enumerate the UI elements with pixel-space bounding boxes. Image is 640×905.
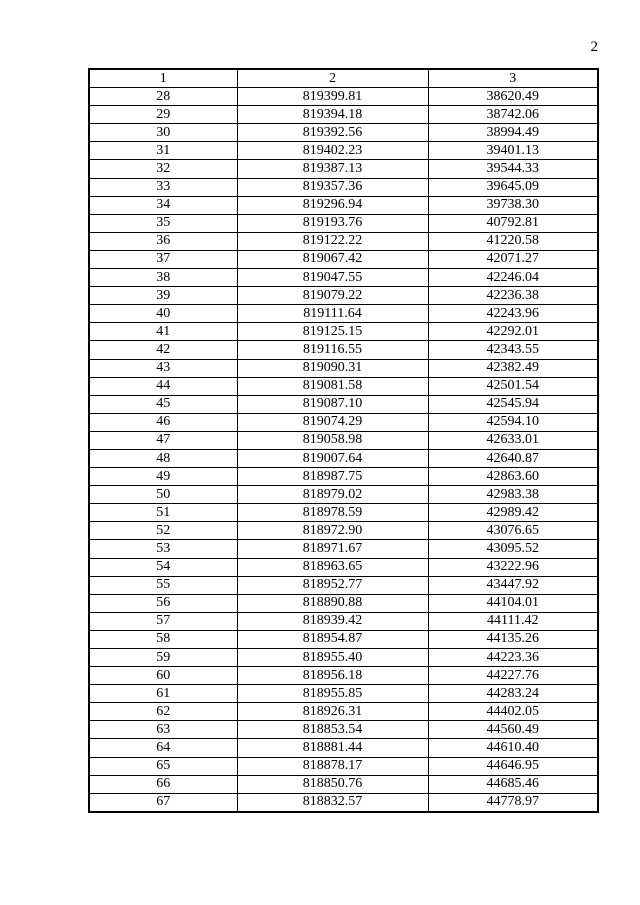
table-row [89, 232, 598, 250]
cell-point-number: 37 [89, 250, 237, 268]
cell-x-coordinate: 819090.31 [237, 359, 428, 377]
table-row [89, 88, 598, 106]
table-row [89, 124, 598, 142]
cell-x-coordinate: 819402.23 [237, 142, 428, 160]
cell-point-number: 66 [89, 775, 237, 793]
cell-y-coordinate: 42343.55 [428, 341, 598, 359]
table-body [89, 69, 598, 812]
cell-y-coordinate: 43447.92 [428, 576, 598, 594]
cell-x-coordinate: 819007.64 [237, 449, 428, 467]
cell-x-coordinate: 819079.22 [237, 287, 428, 305]
cell-point-number: 33 [89, 178, 237, 196]
cell-y-coordinate: 44560.49 [428, 721, 598, 739]
cell-x-coordinate: 819122.22 [237, 232, 428, 250]
cell-point-number: 35 [89, 214, 237, 232]
cell-point-number: 63 [89, 721, 237, 739]
cell-y-coordinate: 44685.46 [428, 775, 598, 793]
cell-point-number: 31 [89, 142, 237, 160]
cell-point-number: 52 [89, 522, 237, 540]
cell-point-number: 62 [89, 703, 237, 721]
header-row [89, 69, 598, 88]
coordinates-table [88, 68, 599, 813]
table-row [89, 341, 598, 359]
table-row [89, 486, 598, 504]
cell-x-coordinate: 818978.59 [237, 504, 428, 522]
cell-y-coordinate: 42246.04 [428, 269, 598, 287]
cell-point-number: 48 [89, 449, 237, 467]
cell-point-number: 42 [89, 341, 237, 359]
cell-y-coordinate: 42989.42 [428, 504, 598, 522]
cell-x-coordinate: 818850.76 [237, 775, 428, 793]
table-row [89, 377, 598, 395]
cell-x-coordinate: 819357.36 [237, 178, 428, 196]
cell-y-coordinate: 42633.01 [428, 431, 598, 449]
cell-point-number: 30 [89, 124, 237, 142]
cell-y-coordinate: 42640.87 [428, 449, 598, 467]
cell-x-coordinate: 818955.40 [237, 649, 428, 667]
cell-y-coordinate: 44283.24 [428, 685, 598, 703]
cell-y-coordinate: 44646.95 [428, 757, 598, 775]
table-row [89, 594, 598, 612]
table-row [89, 558, 598, 576]
table-row [89, 576, 598, 594]
cell-point-number: 58 [89, 630, 237, 648]
cell-point-number: 39 [89, 287, 237, 305]
table-row [89, 196, 598, 214]
cell-point-number: 40 [89, 305, 237, 323]
cell-point-number: 64 [89, 739, 237, 757]
cell-x-coordinate: 819058.98 [237, 431, 428, 449]
table-row [89, 413, 598, 431]
cell-y-coordinate: 42863.60 [428, 468, 598, 486]
cell-point-number: 65 [89, 757, 237, 775]
cell-x-coordinate: 818832.57 [237, 793, 428, 812]
table-row [89, 522, 598, 540]
cell-point-number: 61 [89, 685, 237, 703]
cell-x-coordinate: 818853.54 [237, 721, 428, 739]
cell-y-coordinate: 42382.49 [428, 359, 598, 377]
cell-y-coordinate: 39401.13 [428, 142, 598, 160]
cell-point-number: 54 [89, 558, 237, 576]
table-row [89, 359, 598, 377]
cell-point-number: 55 [89, 576, 237, 594]
cell-point-number: 29 [89, 106, 237, 124]
cell-point-number: 53 [89, 540, 237, 558]
cell-y-coordinate: 39738.30 [428, 196, 598, 214]
table-row [89, 178, 598, 196]
cell-point-number: 56 [89, 594, 237, 612]
cell-x-coordinate: 818952.77 [237, 576, 428, 594]
cell-y-coordinate: 44223.36 [428, 649, 598, 667]
cell-y-coordinate: 43222.96 [428, 558, 598, 576]
cell-point-number: 38 [89, 269, 237, 287]
cell-x-coordinate: 819394.18 [237, 106, 428, 124]
cell-x-coordinate: 819081.58 [237, 377, 428, 395]
cell-x-coordinate: 818939.42 [237, 612, 428, 630]
cell-point-number: 34 [89, 196, 237, 214]
cell-point-number: 51 [89, 504, 237, 522]
cell-x-coordinate: 818954.87 [237, 630, 428, 648]
cell-y-coordinate: 42292.01 [428, 323, 598, 341]
cell-x-coordinate: 818979.02 [237, 486, 428, 504]
cell-x-coordinate: 819387.13 [237, 160, 428, 178]
cell-point-number: 57 [89, 612, 237, 630]
cell-point-number: 49 [89, 468, 237, 486]
cell-y-coordinate: 42501.54 [428, 377, 598, 395]
table-row [89, 160, 598, 178]
cell-x-coordinate: 819399.81 [237, 88, 428, 106]
column-header-y: 3 [428, 69, 598, 88]
table-row [89, 757, 598, 775]
cell-x-coordinate: 819111.64 [237, 305, 428, 323]
cell-x-coordinate: 819116.55 [237, 341, 428, 359]
cell-y-coordinate: 42545.94 [428, 395, 598, 413]
table-row [89, 269, 598, 287]
cell-y-coordinate: 42243.96 [428, 305, 598, 323]
cell-x-coordinate: 819125.15 [237, 323, 428, 341]
table-row [89, 793, 598, 812]
cell-y-coordinate: 42594.10 [428, 413, 598, 431]
cell-y-coordinate: 44227.76 [428, 667, 598, 685]
cell-y-coordinate: 39645.09 [428, 178, 598, 196]
cell-point-number: 45 [89, 395, 237, 413]
cell-y-coordinate: 42236.38 [428, 287, 598, 305]
page-number: 2 [590, 39, 598, 55]
cell-y-coordinate: 44111.42 [428, 612, 598, 630]
cell-y-coordinate: 38620.49 [428, 88, 598, 106]
cell-y-coordinate: 42071.27 [428, 250, 598, 268]
column-header-point: 1 [89, 69, 237, 88]
cell-point-number: 47 [89, 431, 237, 449]
cell-x-coordinate: 818963.65 [237, 558, 428, 576]
cell-point-number: 60 [89, 667, 237, 685]
cell-point-number: 67 [89, 793, 237, 812]
cell-x-coordinate: 819392.56 [237, 124, 428, 142]
cell-x-coordinate: 818890.88 [237, 594, 428, 612]
cell-x-coordinate: 818878.17 [237, 757, 428, 775]
cell-x-coordinate: 819074.29 [237, 413, 428, 431]
cell-y-coordinate: 44778.97 [428, 793, 598, 812]
cell-y-coordinate: 38742.06 [428, 106, 598, 124]
cell-point-number: 59 [89, 649, 237, 667]
column-header-x: 2 [237, 69, 428, 88]
cell-x-coordinate: 819193.76 [237, 214, 428, 232]
table-row [89, 630, 598, 648]
cell-x-coordinate: 819087.10 [237, 395, 428, 413]
table-row [89, 287, 598, 305]
table-row [89, 395, 598, 413]
table-row [89, 305, 598, 323]
cell-point-number: 41 [89, 323, 237, 341]
cell-point-number: 43 [89, 359, 237, 377]
cell-x-coordinate: 819296.94 [237, 196, 428, 214]
table-row [89, 142, 598, 160]
table-row [89, 106, 598, 124]
cell-point-number: 44 [89, 377, 237, 395]
table-row [89, 468, 598, 486]
cell-point-number: 28 [89, 88, 237, 106]
cell-x-coordinate: 818971.67 [237, 540, 428, 558]
cell-y-coordinate: 42983.38 [428, 486, 598, 504]
cell-x-coordinate: 818926.31 [237, 703, 428, 721]
cell-point-number: 32 [89, 160, 237, 178]
table-row [89, 612, 598, 630]
cell-point-number: 50 [89, 486, 237, 504]
cell-x-coordinate: 818881.44 [237, 739, 428, 757]
table-row [89, 667, 598, 685]
cell-y-coordinate: 44610.40 [428, 739, 598, 757]
cell-x-coordinate: 818956.18 [237, 667, 428, 685]
cell-y-coordinate: 40792.81 [428, 214, 598, 232]
cell-y-coordinate: 44104.01 [428, 594, 598, 612]
table-row [89, 775, 598, 793]
cell-y-coordinate: 43076.65 [428, 522, 598, 540]
table-row [89, 540, 598, 558]
cell-point-number: 46 [89, 413, 237, 431]
cell-y-coordinate: 38994.49 [428, 124, 598, 142]
cell-x-coordinate: 818955.85 [237, 685, 428, 703]
table-row [89, 739, 598, 757]
cell-x-coordinate: 819047.55 [237, 269, 428, 287]
cell-x-coordinate: 818987.75 [237, 468, 428, 486]
table-row [89, 431, 598, 449]
table-row [89, 721, 598, 739]
table-row [89, 685, 598, 703]
cell-y-coordinate: 41220.58 [428, 232, 598, 250]
cell-x-coordinate: 819067.42 [237, 250, 428, 268]
table-row [89, 649, 598, 667]
table-row [89, 214, 598, 232]
table-row [89, 250, 598, 268]
cell-y-coordinate: 43095.52 [428, 540, 598, 558]
cell-point-number: 36 [89, 232, 237, 250]
table-row [89, 449, 598, 467]
cell-x-coordinate: 818972.90 [237, 522, 428, 540]
cell-y-coordinate: 44135.26 [428, 630, 598, 648]
cell-y-coordinate: 44402.05 [428, 703, 598, 721]
cell-y-coordinate: 39544.33 [428, 160, 598, 178]
table-row [89, 504, 598, 522]
table-row [89, 703, 598, 721]
table-row [89, 323, 598, 341]
